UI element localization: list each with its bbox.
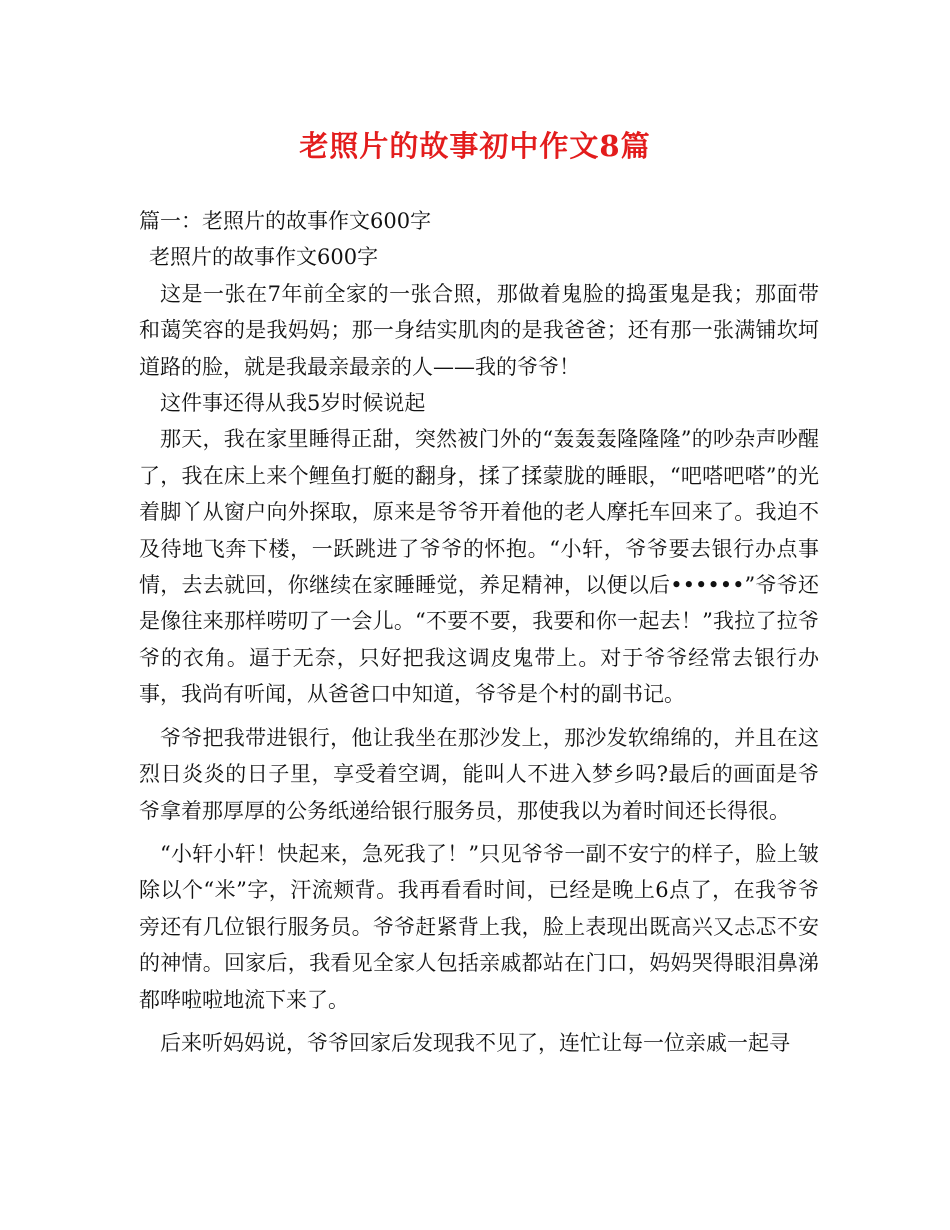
paragraph-5: “小轩小轩！快起来，急死我了！”只见爷爷一副不安宁的样子，脸上皱除以个“米”字，汗流颊背。我再看看时间，已经是晚上6点了，在我爷爷旁还有几位银行服务员。爷爷赶紧背上我，脸上表现出既高兴又忐忑不安的神情。回家后，我看见全家人包括亲戚都站在门口，妈妈哭得眼泪鼻涕都哗啦啦地流下来了。 xyxy=(139,841,819,1012)
essay-subtitle: 老照片的故事作文600字 xyxy=(149,245,379,270)
paragraph-3: 那天，我在家里睡得正甜，突然被门外的“轰轰轰隆隆隆”的吵杂声吵醒了，我在床上来个鲤鱼打艇的翻身，揉了揉蒙胧的睡眼，“吧嗒吧嗒”的光着脚丫从窗户向外探取，原来是爷爷开着他的老人摩托车回来了。我迫不及待地飞奔下楼，一跃跳进了爷爷的怀抱。“小轩，爷爷要去银行办点事情，去去就回，你继续在家睡睡觉，养足精神，以便以后••••••”爷爷还是像往来那样唠叨了一会儿。“不要不要，我要和你一起去！”我拉了拉爷爷的衣角。逼于无奈，只好把我这调皮鬼带上。对于爷爷经常去银行办事，我尚有听闻，从爸爸口中知道，爷爷是个村的副书记。 xyxy=(139,427,819,707)
document-body xyxy=(139,203,819,1061)
paragraph-2: 这件事还得从我5岁时候说起 xyxy=(160,391,426,416)
paragraph-4: 爷爷把我带进银行，他让我坐在那沙发上，那沙发软绵绵的，并且在这烈日炎炎的日子里，享受着空调，能叫人不进入梦乡吗?最后的画面是爷爷拿着那厚厚的公务纸递给银行服务员，那使我以为着时间还长得很。 xyxy=(139,725,819,823)
document-title: 老照片的故事初中作文8篇 xyxy=(299,129,651,163)
section-heading: 篇一：老照片的故事作文600字 xyxy=(139,209,432,233)
paragraph-1: 这是一张在7年前全家的一张合照，那做着鬼脸的捣蛋鬼是我；那面带和蔼笑容的是我妈妈；那一身结实肌肉的是我爸爸；还有那一张满铺坎坷道路的脸，就是我最亲最亲的人——我的爷爷！ xyxy=(139,281,819,379)
paragraph-6: 后来听妈妈说，爷爷回家后发现我不见了，连忙让每一位亲戚一起寻 xyxy=(160,1030,790,1055)
